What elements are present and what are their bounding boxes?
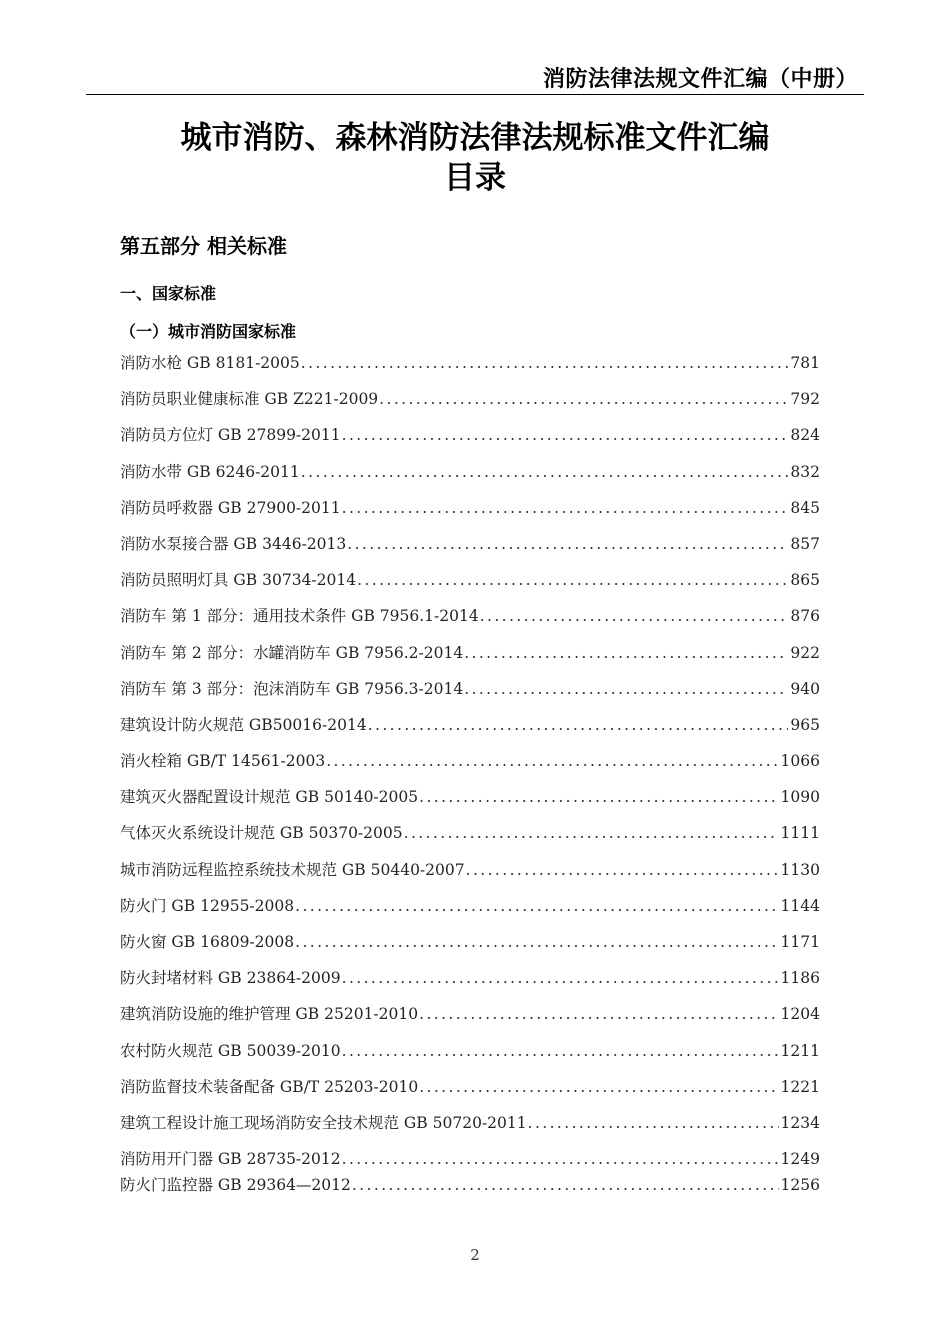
toc-leader-dots (379, 385, 788, 413)
toc-entry[interactable] (120, 964, 820, 1000)
toc-leader-dots (480, 602, 789, 630)
toc-entry-title: 建筑消防设施的维护管理 GB 25201-2010 (120, 1005, 419, 1024)
header-divider (86, 94, 864, 95)
toc-entry[interactable] (120, 856, 820, 892)
toc-leader-dots (347, 530, 788, 558)
national-standards-heading: 一、国家标准 (120, 284, 217, 303)
toc-entry-title: 农村防火规范 GB 50039-2010 (120, 1041, 341, 1060)
toc-entry-page: 792 (790, 390, 820, 409)
toc-entry-title: 防火门 GB 12955-2008 (120, 896, 295, 915)
toc-entry[interactable] (120, 1109, 820, 1145)
toc-entry-page: 832 (790, 462, 820, 481)
toc-entry-page: 940 (790, 679, 820, 698)
toc-leader-dots (326, 747, 778, 775)
toc-leader-dots (295, 892, 778, 920)
toc-entry-page: 1144 (780, 896, 820, 915)
toc-entry-title: 消防监督技术装备配备 GB/T 25203-2010 (120, 1077, 419, 1096)
table-of-contents (120, 349, 820, 1208)
toc-leader-dots (368, 711, 789, 739)
toc-entry[interactable] (120, 1000, 820, 1036)
toc-entry[interactable] (120, 783, 820, 819)
document-title-line-1: 城市消防、森林消防法律法规标准文件汇编 (180, 120, 770, 156)
toc-leader-dots (342, 421, 789, 449)
toc-entry[interactable] (120, 639, 820, 675)
toc-entry-title: 消防水枪 GB 8181-2005 (120, 354, 300, 372)
toc-entry-title: 消防水泵接合器 GB 3446-2013 (120, 534, 347, 553)
toc-leader-dots (419, 1073, 778, 1101)
toc-entry-page: 1066 (780, 752, 820, 771)
toc-entry-title: 消防车 第 3 部分：泡沫消防车 GB 7956.3-2014 (120, 679, 464, 698)
toc-entry-title: 气体灭火系统设计规范 GB 50370-2005 (120, 824, 403, 843)
toc-entry[interactable] (120, 566, 820, 602)
toc-entry-title: 防火门监控器 GB 29364—2012 (120, 1176, 351, 1195)
toc-leader-dots (352, 1171, 779, 1199)
document-title-line-2: 目录 (444, 160, 506, 196)
toc-leader-dots (419, 783, 778, 811)
part-heading: 第五部分 相关标准 (120, 234, 287, 258)
toc-entry-title: 消防员方位灯 GB 27899-2011 (120, 426, 341, 445)
toc-entry-page: 1186 (780, 969, 820, 988)
toc-entry-title: 消防车 第 2 部分：水罐消防车 GB 7956.2-2014 (120, 643, 464, 662)
toc-leader-dots (528, 1109, 779, 1137)
toc-entry-title: 建筑设计防火规范 GB50016-2014 (120, 715, 367, 734)
toc-entry[interactable] (120, 711, 820, 747)
toc-entry-page: 865 (790, 571, 820, 590)
toc-entry-title: 消防员照明灯具 GB 30734-2014 (120, 571, 357, 590)
toc-leader-dots (404, 819, 779, 847)
toc-leader-dots (466, 856, 779, 884)
toc-entry[interactable] (120, 819, 820, 855)
toc-entry-title: 消防用开门器 GB 28735-2012 (120, 1150, 341, 1169)
toc-entry-page: 1171 (780, 933, 820, 951)
toc-leader-dots (301, 458, 789, 486)
toc-entry[interactable] (120, 602, 820, 638)
toc-entry[interactable] (120, 494, 820, 530)
toc-entry-page: 1204 (780, 1005, 820, 1024)
running-header-title: 消防法律法规文件汇编（中册） (542, 67, 858, 92)
toc-leader-dots (295, 928, 778, 956)
city-fire-standards-heading: （一）城市消防国家标准 (120, 322, 297, 341)
toc-entry[interactable] (120, 747, 820, 783)
toc-entry-page: 857 (790, 534, 820, 553)
toc-entry-title: 消防员职业健康标准 GB Z221-2009 (120, 390, 379, 409)
toc-entry[interactable] (120, 458, 820, 494)
toc-entry-title: 消防车 第 1 部分：通用技术条件 GB 7956.1-2014 (120, 607, 479, 626)
toc-entry-title: 建筑灭火器配置设计规范 GB 50140-2005 (120, 788, 419, 807)
toc-entry[interactable] (120, 421, 820, 457)
toc-entry-title: 防火封堵材料 GB 23864-2009 (120, 969, 341, 988)
toc-entry-page: 1130 (780, 860, 820, 879)
toc-entry[interactable] (120, 892, 820, 928)
toc-leader-dots (342, 494, 789, 522)
toc-leader-dots (419, 1000, 778, 1028)
toc-entry-title: 消火栓箱 GB/T 14561-2003 (120, 752, 326, 771)
toc-entry-page: 845 (790, 498, 820, 517)
toc-entry[interactable] (120, 1171, 820, 1207)
toc-entry-page: 1221 (780, 1077, 820, 1096)
toc-leader-dots (301, 349, 789, 377)
toc-entry-page: 965 (790, 715, 820, 734)
toc-entry-title: 城市消防远程监控系统技术规范 GB 50440-2007 (120, 860, 465, 879)
toc-entry-page: 1234 (780, 1113, 820, 1132)
toc-entry[interactable] (120, 530, 820, 566)
toc-entry-page: 922 (790, 643, 820, 662)
toc-entry-page: 1111 (780, 824, 820, 843)
page-number: 2 (470, 1246, 480, 1264)
toc-entry-title: 消防员呼救器 GB 27900-2011 (120, 498, 341, 517)
toc-entry-page: 1090 (780, 788, 820, 807)
toc-leader-dots (342, 1145, 779, 1173)
toc-leader-dots (342, 964, 779, 992)
toc-entry[interactable] (120, 385, 820, 421)
toc-leader-dots (464, 675, 788, 703)
toc-entry[interactable] (120, 1037, 820, 1073)
toc-entry-page: 876 (790, 607, 820, 626)
toc-entry-page: 781 (790, 354, 820, 372)
toc-entry[interactable] (120, 675, 820, 711)
toc-entry[interactable] (120, 349, 820, 385)
document-title (0, 118, 950, 198)
toc-entry-page: 1256 (780, 1176, 820, 1195)
toc-entry-page: 824 (790, 426, 820, 445)
toc-leader-dots (357, 566, 788, 594)
toc-leader-dots (342, 1037, 779, 1065)
toc-entry-title: 防火窗 GB 16809-2008 (120, 933, 295, 951)
toc-entry-page: 1211 (780, 1041, 820, 1060)
toc-entry[interactable] (120, 928, 820, 964)
toc-leader-dots (464, 639, 788, 667)
toc-entry-title: 消防水带 GB 6246-2011 (120, 462, 300, 481)
toc-entry-title: 建筑工程设计施工现场消防安全技术规范 GB 50720-2011 (120, 1113, 527, 1132)
toc-entry-page: 1249 (780, 1150, 820, 1169)
toc-entry[interactable] (120, 1073, 820, 1109)
